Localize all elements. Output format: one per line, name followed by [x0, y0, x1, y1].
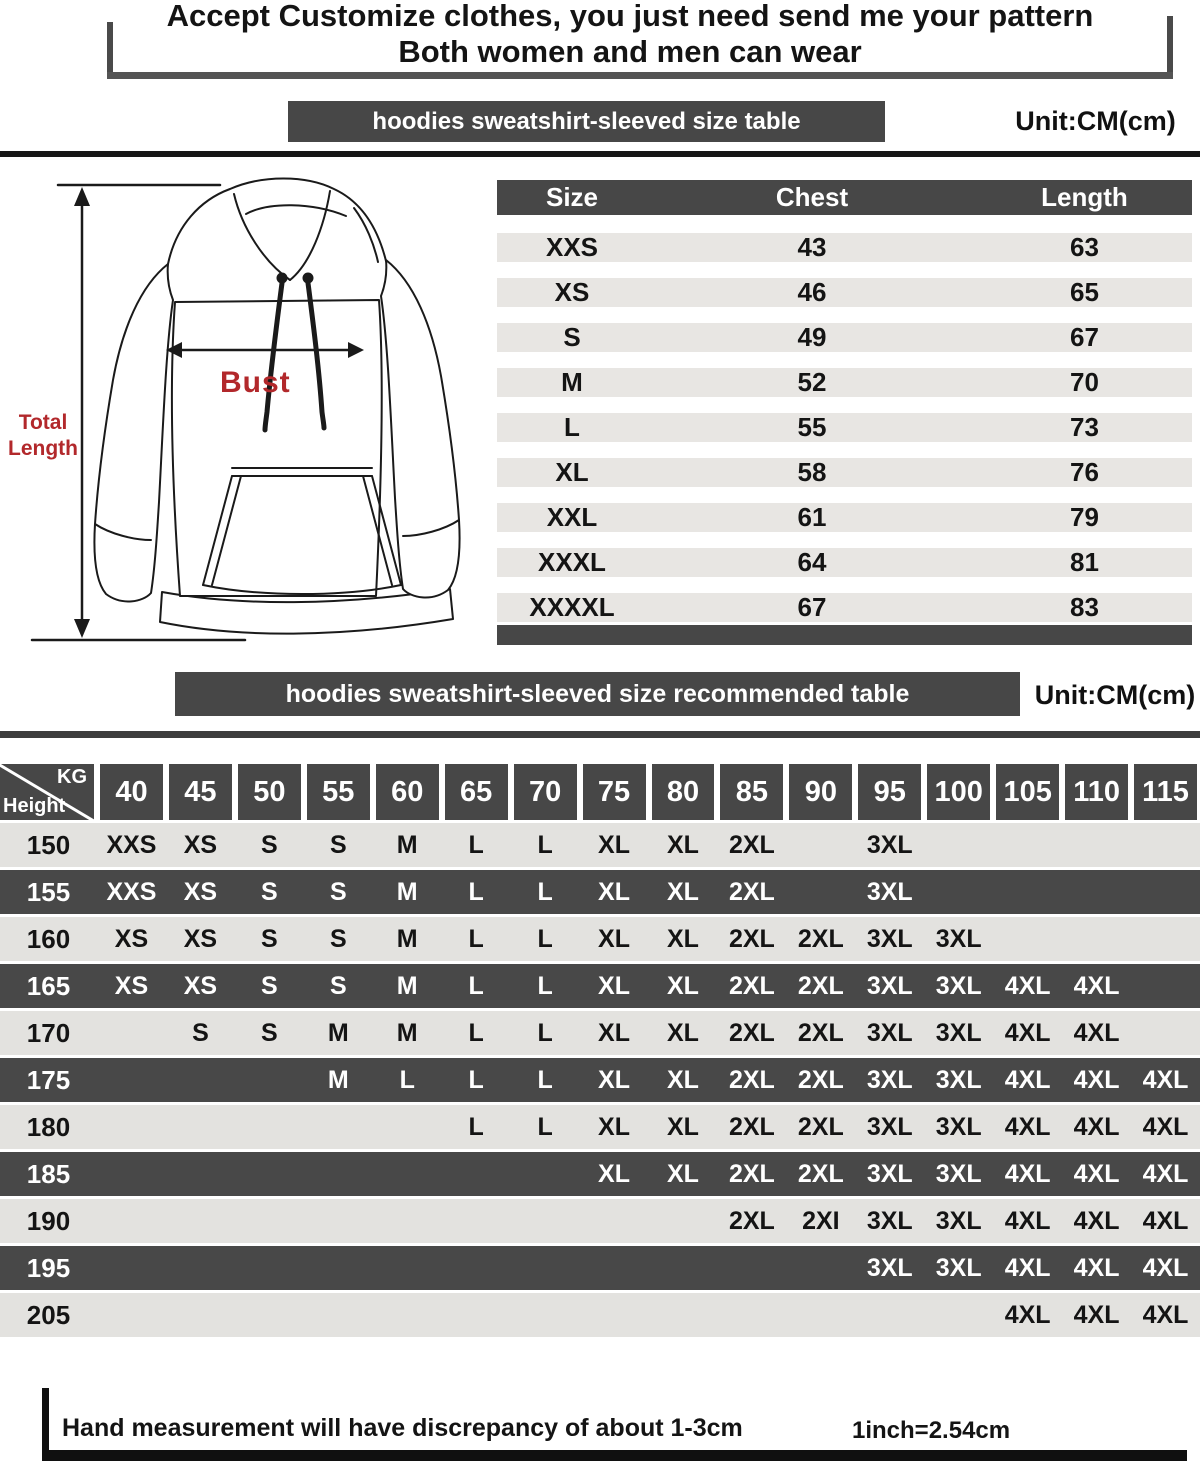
- recommended-size-cell: L: [537, 830, 553, 859]
- recommended-size-cell: 3XL: [935, 971, 982, 1000]
- recommended-size-cell: [373, 1152, 442, 1196]
- recommended-size-cell: M: [396, 830, 418, 859]
- recommended-size-cell: 2XL: [728, 877, 775, 906]
- size-table-cell: L: [564, 412, 580, 442]
- matrix-row: [0, 1105, 1200, 1149]
- recommended-size-cell: [235, 1152, 304, 1196]
- recommended-size-cell: [1131, 964, 1200, 1008]
- recommended-size-cell: L: [399, 1065, 415, 1094]
- bust-label: Bust: [220, 366, 291, 399]
- recommended-size-cell: [373, 1293, 442, 1337]
- middle-divider: [0, 731, 1200, 738]
- matrix-row: [0, 1152, 1200, 1196]
- recommended-size-cell: [97, 1293, 166, 1337]
- recommended-size-cell: XXS: [106, 877, 157, 906]
- size-table-cell: 58: [797, 457, 827, 487]
- recommended-size-cell: [1131, 823, 1200, 867]
- recommended-size-cell: [649, 1246, 718, 1290]
- recommended-size-cell: S: [261, 924, 278, 953]
- recommended-size-cell: XL: [598, 1065, 630, 1094]
- size-table-row: [497, 413, 1192, 442]
- recommended-size-cell: [304, 1246, 373, 1290]
- recommended-size-cell: 4XL: [1073, 1300, 1120, 1329]
- size-table-cell: 83: [1070, 592, 1099, 622]
- recommended-size-cell: 4XL: [1142, 1300, 1189, 1329]
- size-table-bottom-bar: [497, 625, 1192, 645]
- recommended-size-cell: [993, 917, 1062, 961]
- recommended-size-cell: XL: [666, 1112, 699, 1141]
- recommended-size-cell: [649, 1199, 718, 1243]
- recommended-size-cell: [97, 1246, 166, 1290]
- recommended-size-cell: XS: [183, 830, 218, 859]
- recommended-size-cell: 4XL: [1004, 1112, 1051, 1141]
- recommended-size-cell: M: [396, 1018, 418, 1047]
- recommended-size-cell: XS: [114, 924, 149, 953]
- recommended-size-cell: [786, 1246, 855, 1290]
- size-table-cell: 73: [1070, 412, 1099, 442]
- recommended-size-cell: 4XL: [1004, 1206, 1051, 1235]
- recommended-size-cell: 2XL: [797, 1065, 844, 1094]
- size-table-cell: 81: [1070, 547, 1099, 577]
- recommended-size-cell: 2XL: [728, 971, 775, 1000]
- size-table-cell: 70: [1070, 367, 1099, 397]
- recommended-size-cell: XXS: [106, 830, 157, 859]
- recommended-size-cell: S: [261, 1018, 278, 1047]
- recommended-size-cell: [442, 1246, 511, 1290]
- recommended-size-cell: S: [329, 830, 347, 859]
- recommended-size-cell: 4XL: [1073, 971, 1120, 1000]
- height-row-label: 160: [26, 923, 71, 954]
- recommended-size-cell: L: [468, 924, 484, 953]
- total-length-label: Total Length: [8, 411, 78, 460]
- recommended-size-cell: L: [468, 1018, 484, 1047]
- recommended-size-cell: [717, 1293, 786, 1337]
- recommended-size-cell: M: [396, 877, 418, 906]
- recommended-size-cell: 3XL: [866, 830, 913, 859]
- recommended-size-cell: [580, 1199, 649, 1243]
- recommended-size-cell: [97, 1058, 166, 1102]
- weight-column-header: 90: [789, 764, 852, 820]
- recommended-size-cell: XS: [183, 924, 218, 953]
- recommended-size-cell: [511, 1152, 580, 1196]
- weight-column-header: 70: [514, 764, 577, 820]
- size-table-header-row: [497, 180, 1192, 215]
- recommended-size-cell: XL: [598, 1112, 630, 1141]
- recommended-size-cell: 4XL: [1142, 1253, 1189, 1282]
- size-table-row: [497, 593, 1192, 622]
- recommended-unit-label: Unit:CM(cm): [1034, 680, 1196, 710]
- recommended-size-cell: [166, 1246, 235, 1290]
- recommended-size-cell: 3XL: [935, 1159, 982, 1188]
- recommended-size-cell: 2XL: [728, 1206, 775, 1235]
- recommended-size-cell: 4XL: [1073, 1253, 1120, 1282]
- recommended-size-cell: XL: [666, 924, 699, 953]
- recommended-size-cell: [235, 1105, 304, 1149]
- recommended-size-cell: 2XL: [797, 971, 844, 1000]
- size-table-cell: 76: [1070, 457, 1099, 487]
- recommended-size-cell: 3XL: [866, 1018, 913, 1047]
- size-table-row: [497, 368, 1192, 397]
- recommended-size-cell: [649, 1293, 718, 1337]
- recommended-size-cell: 2XL: [728, 1112, 775, 1141]
- recommended-size-cell: L: [537, 971, 553, 1000]
- matrix-row: [0, 917, 1200, 961]
- recommended-size-cell: [373, 1246, 442, 1290]
- size-table-cell: 65: [1070, 277, 1099, 307]
- length-column-header: Length: [1041, 182, 1128, 212]
- size-recommendation-matrix: [0, 764, 1200, 1337]
- recommended-size-cell: 3XL: [866, 877, 913, 906]
- matrix-row: [0, 1058, 1200, 1102]
- recommended-size-cell: 2XL: [728, 924, 775, 953]
- recommended-size-cell: 3XL: [866, 924, 913, 953]
- recommended-size-cell: [1131, 917, 1200, 961]
- weight-column-header: 85: [720, 764, 783, 820]
- weight-column-header: 60: [376, 764, 439, 820]
- weight-column-header: 80: [652, 764, 715, 820]
- recommended-size-cell: [442, 1293, 511, 1337]
- heading-line-2: Both women and men can wear: [398, 34, 862, 69]
- recommended-size-cell: 4XL: [1142, 1206, 1189, 1235]
- hoodie-measure-diagram: [0, 172, 492, 650]
- heading-frame-bottom-bar: [107, 72, 1173, 79]
- recommended-size-cell: 4XL: [1004, 1159, 1051, 1188]
- size-table-cell: 64: [797, 547, 827, 577]
- recommended-size-cell: [304, 1199, 373, 1243]
- size-table-cell: 43: [797, 232, 827, 262]
- weight-column-header: 45: [169, 764, 232, 820]
- kg-axis-label: KG: [57, 766, 87, 788]
- recommended-size-cell: S: [329, 924, 347, 953]
- recommended-size-cell: 3XL: [866, 1253, 913, 1282]
- size-table-cell: XS: [554, 277, 590, 307]
- height-row-label: 190: [26, 1205, 71, 1236]
- recommended-size-cell: [442, 1152, 511, 1196]
- size-table-banner: hoodies sweatshirt-sleeved size table: [288, 101, 885, 142]
- recommended-size-cell: 2XL: [797, 1018, 844, 1047]
- recommended-size-cell: 3XL: [935, 1112, 982, 1141]
- recommended-size-cell: L: [468, 971, 484, 1000]
- measurement-note: Hand measurement will have discrepancy of about 1-3cm: [62, 1414, 743, 1442]
- size-table-row: [497, 233, 1192, 262]
- size-table-row: [497, 548, 1192, 577]
- size-table-cell: XXXL: [538, 547, 606, 577]
- recommended-size-cell: 3XL: [866, 971, 913, 1000]
- recommended-table-banner: hoodies sweatshirt-sleeved size recommended table: [175, 672, 1020, 716]
- size-table-row: [497, 503, 1192, 532]
- recommended-size-cell: 4XL: [1073, 1018, 1120, 1047]
- recommended-size-cell: S: [329, 877, 347, 906]
- recommended-size-cell: 4XL: [1073, 1159, 1120, 1188]
- size-table-cell: 52: [797, 367, 827, 397]
- hoodie-line-drawing: [10, 172, 490, 647]
- recommended-size-cell: [786, 1293, 855, 1337]
- size-table-cell: XXXXL: [529, 592, 615, 622]
- recommended-size-cell: 3XL: [935, 1206, 982, 1235]
- recommended-size-cell: 4XL: [1004, 1065, 1051, 1094]
- recommended-size-cell: [786, 870, 855, 914]
- recommended-size-cell: L: [468, 1065, 484, 1094]
- size-column-header: Size: [545, 182, 599, 212]
- recommended-size-cell: XL: [598, 924, 630, 953]
- matrix-header-row: [0, 764, 1200, 820]
- recommended-size-cell: [717, 1246, 786, 1290]
- recommended-size-cell: [855, 1293, 924, 1337]
- height-row-label: 165: [26, 970, 71, 1001]
- recommended-size-cell: [235, 1199, 304, 1243]
- recommended-size-cell: [1062, 823, 1131, 867]
- weight-column-header: 50: [238, 764, 301, 820]
- recommended-size-cell: 3XL: [866, 1159, 913, 1188]
- matrix-row: [0, 870, 1200, 914]
- recommended-size-cell: [993, 823, 1062, 867]
- recommended-size-cell: 4XL: [1142, 1112, 1189, 1141]
- recommended-size-cell: XS: [114, 971, 149, 1000]
- height-axis-label: Height: [3, 795, 66, 817]
- size-table-cell: 79: [1070, 502, 1099, 532]
- recommended-size-cell: 2XL: [797, 924, 844, 953]
- heading-line-1: Accept Customize clothes, you just need send me your pattern: [166, 0, 1094, 33]
- recommended-size-cell: S: [329, 971, 347, 1000]
- inch-conversion-note: 1inch=2.54cm: [852, 1417, 1011, 1444]
- size-table-row: [497, 458, 1192, 487]
- recommended-size-cell: 3XL: [866, 1065, 913, 1094]
- recommended-size-cell: M: [396, 971, 418, 1000]
- size-table-body: [497, 233, 1192, 622]
- recommended-size-cell: [1131, 870, 1200, 914]
- recommended-size-cell: XL: [598, 971, 630, 1000]
- recommended-size-cell: 3XL: [866, 1206, 913, 1235]
- recommended-size-cell: XL: [598, 830, 630, 859]
- weight-column-header: 100: [927, 764, 990, 820]
- weight-column-header: 110: [1065, 764, 1128, 820]
- recommended-size-cell: [235, 1246, 304, 1290]
- recommended-size-cell: L: [537, 924, 553, 953]
- recommended-size-cell: 2XI: [802, 1206, 840, 1235]
- recommended-size-cell: [511, 1293, 580, 1337]
- matrix-body: [0, 823, 1200, 1337]
- recommended-size-cell: [373, 1199, 442, 1243]
- recommended-size-cell: XL: [666, 1159, 699, 1188]
- recommended-size-cell: XL: [666, 971, 699, 1000]
- recommended-size-cell: [166, 1105, 235, 1149]
- size-table-cell: 55: [797, 412, 827, 442]
- recommended-size-cell: 4XL: [1073, 1206, 1120, 1235]
- recommended-size-cell: [373, 1105, 442, 1149]
- height-row-label: 205: [26, 1299, 71, 1330]
- height-row-label: 185: [26, 1158, 71, 1189]
- matrix-row: [0, 1199, 1200, 1243]
- recommended-size-cell: 4XL: [1004, 1018, 1051, 1047]
- recommended-size-cell: 3XL: [935, 924, 982, 953]
- recommended-size-cell: [1062, 917, 1131, 961]
- recommended-size-cell: 3XL: [866, 1112, 913, 1141]
- recommended-size-cell: [166, 1199, 235, 1243]
- recommended-size-cell: [235, 1293, 304, 1337]
- recommended-size-cell: S: [261, 971, 278, 1000]
- matrix-row: [0, 823, 1200, 867]
- recommended-size-cell: L: [468, 877, 484, 906]
- recommended-size-cell: 3XL: [935, 1253, 982, 1282]
- recommended-size-cell: L: [537, 1018, 553, 1047]
- recommended-size-cell: [97, 1105, 166, 1149]
- recommended-size-cell: 4XL: [1004, 971, 1051, 1000]
- recommended-size-cell: [166, 1152, 235, 1196]
- recommended-size-cell: [304, 1152, 373, 1196]
- matrix-row: [0, 1011, 1200, 1055]
- recommended-size-cell: [166, 1058, 235, 1102]
- size-table: [497, 180, 1192, 645]
- recommended-size-cell: 3XL: [935, 1018, 982, 1047]
- recommended-size-cell: S: [261, 877, 278, 906]
- recommended-size-cell: 2XL: [728, 1159, 775, 1188]
- recommended-size-cell: [511, 1199, 580, 1243]
- height-row-label: 180: [26, 1111, 71, 1142]
- recommended-size-cell: 2XL: [728, 1018, 775, 1047]
- recommended-size-cell: XL: [666, 830, 699, 859]
- size-table-cell: 46: [797, 277, 827, 307]
- weight-column-header: 105: [996, 764, 1059, 820]
- recommended-size-cell: [924, 1293, 993, 1337]
- size-table-cell: M: [561, 367, 583, 397]
- recommended-size-cell: L: [468, 830, 484, 859]
- recommended-size-cell: XL: [598, 1018, 630, 1047]
- matrix-row: [0, 964, 1200, 1008]
- recommended-size-cell: [511, 1246, 580, 1290]
- size-table-cell: 61: [797, 502, 827, 532]
- matrix-row: [0, 1246, 1200, 1290]
- size-table-cell: S: [563, 322, 581, 352]
- weight-column-header: 40: [100, 764, 163, 820]
- recommended-size-cell: 4XL: [1142, 1065, 1189, 1094]
- height-row-label: 175: [26, 1064, 71, 1095]
- recommended-size-cell: [1131, 1011, 1200, 1055]
- size-table-cell: XXL: [546, 502, 598, 532]
- weight-column-header: 115: [1134, 764, 1197, 820]
- recommended-size-cell: [993, 870, 1062, 914]
- footer-frame-bottom-bar: [42, 1450, 1187, 1461]
- matrix-corner-cell: [0, 764, 94, 820]
- recommended-size-cell: 4XL: [1142, 1159, 1189, 1188]
- recommended-size-cell: 2XL: [728, 830, 775, 859]
- height-row-label: 195: [26, 1252, 71, 1283]
- size-table-cell: XXS: [545, 232, 599, 262]
- top-divider: [0, 151, 1200, 157]
- recommended-size-cell: XL: [598, 877, 630, 906]
- recommended-size-cell: S: [261, 830, 278, 859]
- recommended-size-cell: [97, 1011, 166, 1055]
- recommended-size-cell: [235, 1058, 304, 1102]
- recommended-size-cell: [304, 1105, 373, 1149]
- recommended-size-cell: [580, 1246, 649, 1290]
- recommended-size-cell: 2XL: [797, 1159, 844, 1188]
- chest-column-header: Chest: [775, 182, 849, 212]
- size-table-cell: 67: [797, 592, 827, 622]
- recommended-size-cell: M: [327, 1065, 349, 1094]
- height-row-label: 170: [26, 1017, 71, 1048]
- recommended-size-cell: XL: [598, 1159, 630, 1188]
- recommended-size-cell: [97, 1199, 166, 1243]
- recommended-size-cell: [924, 823, 993, 867]
- recommended-size-cell: 3XL: [935, 1065, 982, 1094]
- size-table-row: [497, 323, 1192, 352]
- recommended-size-cell: 4XL: [1073, 1065, 1120, 1094]
- recommended-size-cell: L: [468, 1112, 484, 1141]
- recommended-size-cell: L: [537, 1065, 553, 1094]
- recommended-size-cell: [442, 1199, 511, 1243]
- size-table-unit-label: Unit:CM(cm): [1015, 106, 1176, 136]
- recommended-size-cell: 4XL: [1004, 1253, 1051, 1282]
- recommended-size-cell: [166, 1293, 235, 1337]
- size-table-cell: XL: [555, 457, 589, 487]
- height-row-label: 150: [26, 829, 71, 860]
- recommended-size-cell: 4XL: [1004, 1300, 1051, 1329]
- size-table-row: [497, 278, 1192, 307]
- recommended-size-cell: 4XL: [1073, 1112, 1120, 1141]
- recommended-size-cell: L: [537, 877, 553, 906]
- recommended-size-cell: 2XL: [728, 1065, 775, 1094]
- recommended-size-cell: [97, 1152, 166, 1196]
- size-table-cell: 67: [1070, 322, 1099, 352]
- recommended-size-cell: XS: [183, 877, 218, 906]
- recommended-size-cell: [924, 870, 993, 914]
- weight-column-header: 65: [445, 764, 508, 820]
- weight-column-header: 55: [307, 764, 370, 820]
- recommended-size-cell: XL: [666, 1018, 699, 1047]
- recommended-size-cell: [1062, 870, 1131, 914]
- recommended-size-cell: S: [192, 1018, 209, 1047]
- size-table-cell: 49: [797, 322, 827, 352]
- recommended-size-cell: XS: [183, 971, 218, 1000]
- weight-column-header: 75: [583, 764, 646, 820]
- recommended-size-cell: XL: [666, 877, 699, 906]
- recommended-size-cell: [304, 1293, 373, 1337]
- recommended-size-cell: [580, 1293, 649, 1337]
- size-table-cell: 63: [1070, 232, 1099, 262]
- recommended-size-cell: M: [327, 1018, 349, 1047]
- matrix-row: [0, 1293, 1200, 1337]
- recommended-size-cell: XL: [666, 1065, 699, 1094]
- recommended-size-cell: 2XL: [797, 1112, 844, 1141]
- recommended-size-cell: [786, 823, 855, 867]
- height-row-label: 155: [26, 876, 71, 907]
- weight-column-header: 95: [858, 764, 921, 820]
- recommended-size-cell: M: [396, 924, 418, 953]
- recommended-size-cell: L: [537, 1112, 553, 1141]
